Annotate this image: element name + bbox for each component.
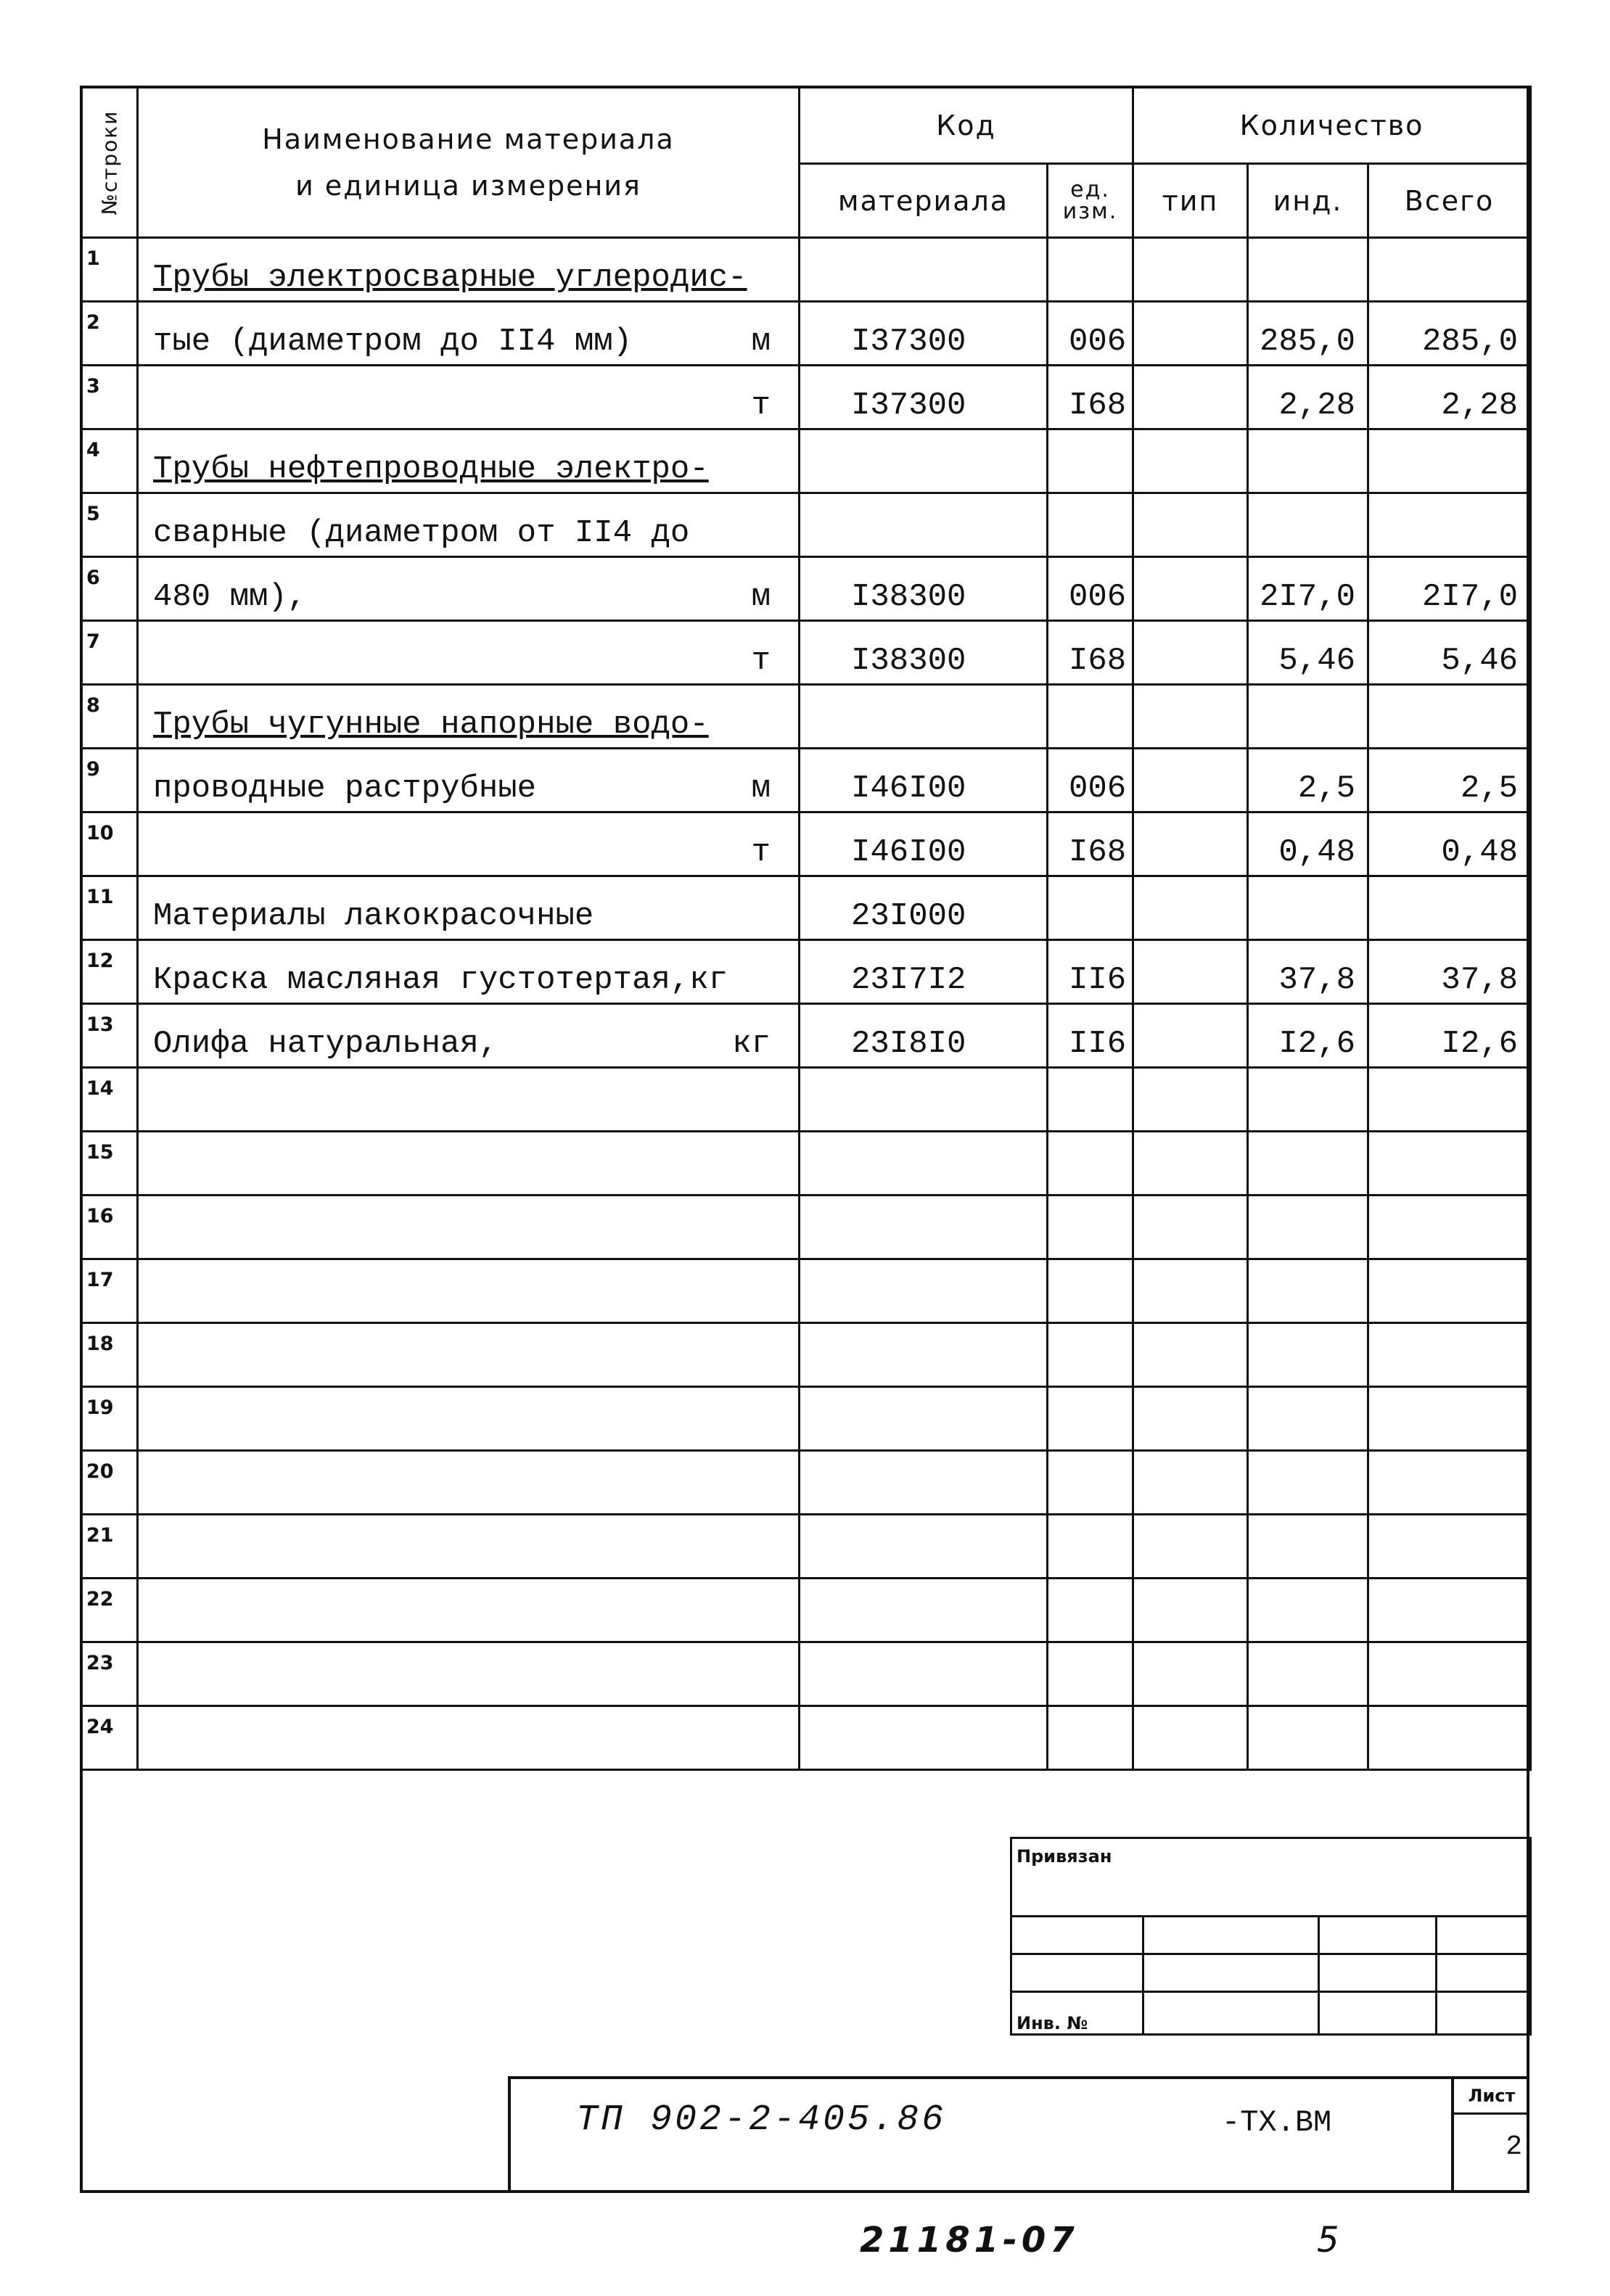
total-quantity — [1368, 685, 1531, 749]
material-code — [800, 1068, 1048, 1132]
row-number: 24 — [81, 1706, 138, 1770]
unit-code — [1048, 1387, 1133, 1451]
row-number: 16 — [81, 1196, 138, 1259]
unit-code: II6 — [1048, 1004, 1133, 1068]
material-name — [138, 1706, 800, 1770]
type-quantity — [1133, 1259, 1248, 1323]
material-name-header-line2: и единица измерения — [295, 169, 641, 202]
type-quantity — [1133, 302, 1248, 366]
type-quantity — [1133, 1642, 1248, 1706]
individual-quantity — [1248, 1323, 1368, 1387]
total-quantity: 0,48 — [1368, 812, 1531, 876]
type-quantity — [1133, 1515, 1248, 1579]
row-number: 20 — [81, 1451, 138, 1515]
material-name — [138, 621, 800, 685]
row-number: 8 — [81, 685, 138, 749]
type-quantity — [1133, 621, 1248, 685]
row-number: 18 — [81, 1323, 138, 1387]
row-number: 23 — [81, 1642, 138, 1706]
table-row — [81, 1451, 1531, 1515]
total-quantity — [1368, 1451, 1531, 1515]
individual-quantity: 2,5 — [1248, 749, 1368, 812]
total-quantity — [1368, 1196, 1531, 1259]
material-name-text: Трубы нефтепроводные электро- — [153, 451, 709, 487]
material-name — [138, 493, 800, 557]
table-row — [81, 557, 1531, 621]
material-name — [138, 1451, 800, 1515]
total-quantity: 2,5 — [1368, 749, 1531, 812]
type-quantity — [1133, 749, 1248, 812]
total-quantity — [1368, 1515, 1531, 1579]
row-number: 15 — [81, 1132, 138, 1196]
unit-code — [1048, 1642, 1133, 1706]
table-row — [81, 1706, 1531, 1770]
type-quantity — [1133, 493, 1248, 557]
individual-quantity — [1248, 1132, 1368, 1196]
table-row — [81, 812, 1531, 876]
unit-code: I68 — [1048, 812, 1133, 876]
unit-code: II6 — [1048, 940, 1133, 1004]
material-code — [800, 1259, 1048, 1323]
unit-code — [1048, 1451, 1133, 1515]
type-quantity — [1133, 1706, 1248, 1770]
type-header: тип — [1133, 164, 1248, 238]
material-name — [138, 302, 800, 366]
individual-quantity — [1248, 685, 1368, 749]
total-quantity — [1368, 1642, 1531, 1706]
material-code — [800, 1706, 1048, 1770]
table-row — [81, 940, 1531, 1004]
individual-quantity — [1248, 1068, 1368, 1132]
individual-header: инд. — [1248, 164, 1368, 238]
row-number: 10 — [81, 812, 138, 876]
individual-quantity: 0,48 — [1248, 812, 1368, 876]
row-number: 5 — [81, 493, 138, 557]
table-row — [81, 493, 1531, 557]
table-row — [81, 1515, 1531, 1579]
row-number-header: №строки — [81, 87, 138, 238]
individual-quantity — [1248, 1196, 1368, 1259]
material-name-text: 480 мм), — [153, 579, 307, 615]
individual-quantity — [1248, 1387, 1368, 1451]
material-name — [138, 685, 800, 749]
individual-quantity — [1248, 429, 1368, 493]
individual-quantity: 285,0 — [1248, 302, 1368, 366]
material-name-text: сварные (диаметром от II4 до — [153, 515, 690, 551]
unit-code — [1048, 1259, 1133, 1323]
material-name — [138, 1579, 800, 1642]
unit-code — [1048, 1068, 1133, 1132]
material-name — [138, 1259, 800, 1323]
total-header: Всего — [1368, 164, 1531, 238]
row-number: 22 — [81, 1579, 138, 1642]
individual-quantity — [1248, 1515, 1368, 1579]
individual-quantity: 2I7,0 — [1248, 557, 1368, 621]
type-quantity — [1133, 1068, 1248, 1132]
material-name-header-line1: Наименование материала — [262, 123, 675, 155]
material-name-text: Краска масляная густотертая,кг — [153, 962, 728, 998]
table-row — [81, 1068, 1531, 1132]
unit-code — [1048, 1515, 1133, 1579]
document-suffix: -ТХ.ВМ — [1222, 2105, 1332, 2140]
table-row — [81, 1259, 1531, 1323]
material-name-text: Трубы электросварные углеродис- — [153, 260, 747, 296]
table-row — [81, 302, 1531, 366]
total-quantity: 2,28 — [1368, 366, 1531, 429]
material-name — [138, 1196, 800, 1259]
material-name — [138, 429, 800, 493]
material-code — [800, 429, 1048, 493]
material-code — [800, 238, 1048, 302]
material-name — [138, 1323, 800, 1387]
material-code: I38300 — [800, 621, 1048, 685]
material-code — [800, 1515, 1048, 1579]
material-name — [138, 1004, 800, 1068]
row-number: 4 — [81, 429, 138, 493]
table-row — [81, 1004, 1531, 1068]
material-code: 23I000 — [800, 876, 1048, 940]
unit-code: 006 — [1048, 557, 1133, 621]
total-quantity — [1368, 1068, 1531, 1132]
row-number: 19 — [81, 1387, 138, 1451]
individual-quantity — [1248, 238, 1368, 302]
type-quantity — [1133, 1004, 1248, 1068]
row-number: 1 — [81, 238, 138, 302]
measure-unit: м — [751, 770, 771, 807]
row-number: 3 — [81, 366, 138, 429]
material-name — [138, 812, 800, 876]
material-code — [800, 1323, 1048, 1387]
unit-code: 006 — [1048, 302, 1133, 366]
sheet-label: Лист — [1454, 2079, 1529, 2115]
measure-unit: м — [751, 324, 771, 360]
material-name — [138, 238, 800, 302]
individual-quantity: I2,6 — [1248, 1004, 1368, 1068]
unit-code — [1048, 1323, 1133, 1387]
material-name — [138, 1515, 800, 1579]
sheet-number: 2 — [1506, 2131, 1522, 2163]
table-row — [81, 1642, 1531, 1706]
total-quantity — [1368, 238, 1531, 302]
individual-quantity: 37,8 — [1248, 940, 1368, 1004]
total-quantity — [1368, 1132, 1531, 1196]
material-name-text: Олифа натуральная, — [153, 1026, 498, 1062]
individual-quantity: 5,46 — [1248, 621, 1368, 685]
measure-unit: т — [751, 643, 771, 679]
table-row — [81, 429, 1531, 493]
type-quantity — [1133, 1387, 1248, 1451]
material-name — [138, 749, 800, 812]
row-number: 9 — [81, 749, 138, 812]
row-number: 17 — [81, 1259, 138, 1323]
material-name — [138, 1387, 800, 1451]
material-code-header: материала — [800, 164, 1048, 238]
table-row — [81, 685, 1531, 749]
unit-code — [1048, 1132, 1133, 1196]
material-code: 23I8I0 — [800, 1004, 1048, 1068]
total-quantity — [1368, 1579, 1531, 1642]
material-name-text: тые (диаметром до II4 мм) — [153, 324, 633, 360]
total-quantity — [1368, 1259, 1531, 1323]
unit-code — [1048, 493, 1133, 557]
individual-quantity — [1248, 1579, 1368, 1642]
material-name — [138, 1132, 800, 1196]
table-row — [81, 1196, 1531, 1259]
sheet-box — [1451, 2079, 1529, 2193]
material-code — [800, 1387, 1048, 1451]
code-group-header: Код — [800, 87, 1133, 164]
table-row — [81, 366, 1531, 429]
row-number: 2 — [81, 302, 138, 366]
unit-code — [1048, 1196, 1133, 1259]
type-quantity — [1133, 557, 1248, 621]
total-quantity — [1368, 493, 1531, 557]
measure-unit: т — [751, 834, 771, 871]
table-row — [81, 749, 1531, 812]
row-number: 6 — [81, 557, 138, 621]
unit-code — [1048, 429, 1133, 493]
total-quantity — [1368, 1387, 1531, 1451]
measure-unit: кг — [732, 1026, 771, 1062]
unit-code — [1048, 876, 1133, 940]
row-number: 7 — [81, 621, 138, 685]
inventory-number-label: Инв. № — [1011, 1992, 1143, 2035]
type-quantity — [1133, 876, 1248, 940]
material-code: I37300 — [800, 366, 1048, 429]
material-code: I46I00 — [800, 749, 1048, 812]
material-code — [800, 1642, 1048, 1706]
table-row — [81, 621, 1531, 685]
total-quantity: 5,46 — [1368, 621, 1531, 685]
material-name — [138, 876, 800, 940]
individual-quantity — [1248, 493, 1368, 557]
unit-code — [1048, 685, 1133, 749]
total-quantity — [1368, 1706, 1531, 1770]
row-number: 13 — [81, 1004, 138, 1068]
material-code — [800, 493, 1048, 557]
materials-table — [80, 86, 1532, 1771]
quantity-group-header: Количество — [1133, 87, 1531, 164]
material-name — [138, 366, 800, 429]
material-name — [138, 1642, 800, 1706]
type-quantity — [1133, 1196, 1248, 1259]
type-quantity — [1133, 238, 1248, 302]
individual-quantity — [1248, 1451, 1368, 1515]
page-number: 5 — [1317, 2220, 1339, 2260]
type-quantity — [1133, 1323, 1248, 1387]
measure-unit: т — [751, 387, 771, 424]
type-quantity — [1133, 1451, 1248, 1515]
material-name — [138, 940, 800, 1004]
total-quantity — [1368, 429, 1531, 493]
type-quantity — [1133, 812, 1248, 876]
unit-code — [1048, 1706, 1133, 1770]
unit-code — [1048, 1579, 1133, 1642]
material-code — [800, 1132, 1048, 1196]
material-code — [800, 1196, 1048, 1259]
table-body — [81, 238, 1531, 1770]
material-name-text: Материалы лакокрасочные — [153, 898, 594, 934]
row-number: 21 — [81, 1515, 138, 1579]
individual-quantity — [1248, 876, 1368, 940]
linked-label: Привязан — [1011, 1838, 1531, 1917]
type-quantity — [1133, 1579, 1248, 1642]
unit-code-header: ед. изм. — [1048, 164, 1133, 238]
material-code: I46I00 — [800, 812, 1048, 876]
type-quantity — [1133, 366, 1248, 429]
unit-code: 006 — [1048, 749, 1133, 812]
table-row — [81, 876, 1531, 940]
material-code: 23I7I2 — [800, 940, 1048, 1004]
row-number: 14 — [81, 1068, 138, 1132]
individual-quantity — [1248, 1642, 1368, 1706]
document-number: ТП 902-2-405.86 — [576, 2099, 947, 2141]
total-quantity: 285,0 — [1368, 302, 1531, 366]
material-code: I37300 — [800, 302, 1048, 366]
title-stamp — [508, 2076, 1529, 2193]
total-quantity: 37,8 — [1368, 940, 1531, 1004]
unit-code — [1048, 238, 1133, 302]
table-row — [81, 1579, 1531, 1642]
material-name-text: Трубы чугунные напорные водо- — [153, 707, 709, 743]
material-name-header — [138, 87, 800, 238]
unit-code: I68 — [1048, 366, 1133, 429]
table-row — [81, 238, 1531, 302]
unit-code: I68 — [1048, 621, 1133, 685]
binding-block — [1010, 1837, 1529, 2112]
material-code — [800, 685, 1048, 749]
material-name-text: проводные раструбные — [153, 770, 537, 807]
material-name — [138, 1068, 800, 1132]
table-row — [81, 1323, 1531, 1387]
total-quantity: 2I7,0 — [1368, 557, 1531, 621]
material-name — [138, 557, 800, 621]
archive-code: 21181-07 — [860, 2220, 1079, 2260]
type-quantity — [1133, 429, 1248, 493]
material-code: I38300 — [800, 557, 1048, 621]
table-row — [81, 1132, 1531, 1196]
individual-quantity: 2,28 — [1248, 366, 1368, 429]
table-row — [81, 1387, 1531, 1451]
row-number: 11 — [81, 876, 138, 940]
material-code — [800, 1579, 1048, 1642]
binding-grid — [1010, 1837, 1532, 2116]
total-quantity — [1368, 1323, 1531, 1387]
type-quantity — [1133, 685, 1248, 749]
measure-unit: м — [751, 579, 771, 615]
individual-quantity — [1248, 1259, 1368, 1323]
material-code — [800, 1451, 1048, 1515]
type-quantity — [1133, 940, 1248, 1004]
row-number: 12 — [81, 940, 138, 1004]
type-quantity — [1133, 1132, 1248, 1196]
total-quantity — [1368, 876, 1531, 940]
individual-quantity — [1248, 1706, 1368, 1770]
total-quantity: I2,6 — [1368, 1004, 1531, 1068]
